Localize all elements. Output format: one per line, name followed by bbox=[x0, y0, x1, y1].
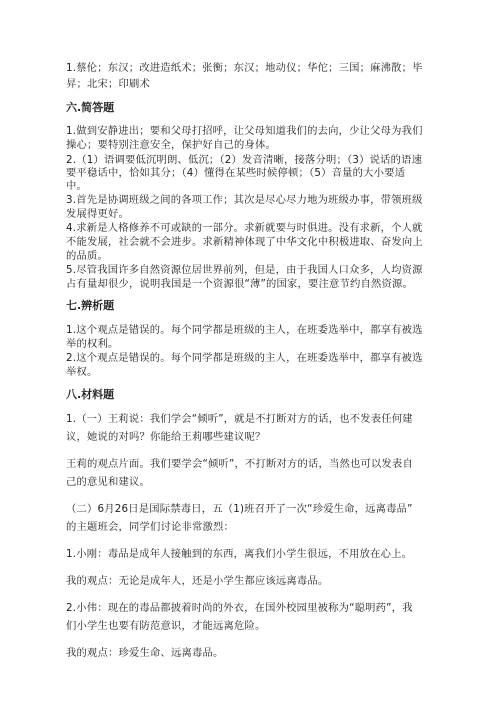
answer-line: 的品质。 bbox=[66, 250, 108, 262]
answer-line: 2.小伟：现在的毒品都披着时尚的外衣，在国外校园里被称为“聪明药”，我 bbox=[66, 602, 413, 614]
answer-line: 2.（1）语调要低沉明朗、低沉；（2）发音清晰，接落分明；（3）说话的语速 bbox=[66, 154, 423, 166]
answer-line: 发展得更好。 bbox=[66, 208, 129, 220]
answer-line: 们小学生也要有防范意识，才能远离危险。 bbox=[66, 620, 266, 632]
answer-line: 议，她说的对吗？你能给王莉哪些建议呢？ bbox=[66, 431, 266, 443]
answer-line: 1.（一）王莉说：我们学会“倾听”，就是不打断对方的话，也不发表任何建 bbox=[66, 413, 413, 425]
section-heading-material: 八.材料题 bbox=[66, 388, 115, 401]
answer-line: 1.这个观点是错误的。每个同学都是班级的主人，在班委选举中，都享有被选 bbox=[66, 324, 423, 336]
answer-line: 占有量却很少，说明我国是一个资源很“薄”的国家，要注意节约自然资源。 bbox=[66, 278, 413, 290]
answer-line: 不能发展，社会就不会进步。求新精神体现了中华文化中积极进取、奋发向上 bbox=[66, 236, 423, 248]
answer-line: 我的观点：珍爱生命、远离毒品。 bbox=[66, 647, 224, 659]
answer-line: 1.蔡伦；东汉；改进造纸术；张衡；东汉；地动仪；华佗；三国；麻沸散；毕 bbox=[66, 62, 423, 74]
answer-line: 操心；要特别注意安全，保护好自己的身体。 bbox=[66, 139, 276, 151]
answer-line: 3.首先是协调班级之间的各项工作；其次是尽心尽力地为班级办事，带领班级 bbox=[66, 194, 423, 206]
answer-line: 中。 bbox=[66, 180, 87, 192]
answer-line: 王莉的观点片面。我们要学会“倾听”，不打断对方的话，当然也可以发表自 bbox=[66, 458, 413, 470]
answer-line: 2.这个观点是错误的。每个同学都是班级的主人，在班委选举中，都享有被选 bbox=[66, 352, 423, 364]
answer-line: 1.做到安静进出；要和父母打招呼，让父母知道我们的去向，少让父母为我们 bbox=[66, 125, 423, 137]
answer-line: （二）6月26日是国际禁毒日，五（1)班召开了一次“珍爱生命，远离毒品” bbox=[66, 503, 413, 515]
answer-line: 1.小刚：毒品是成年人接触到的东西，离我们小学生很远，不用放在心上。 bbox=[66, 548, 413, 560]
answer-line: 5.尽管我国许多自然资源位居世界前列，但是，由于我国人口众多，人均资源 bbox=[66, 264, 423, 276]
answer-line: 举权。 bbox=[66, 366, 98, 378]
section-heading-short-answer: 六.简答题 bbox=[66, 101, 115, 114]
answer-line: 要平稳话中，恰如其分；（4）懂得在某些时候停顿；（5）音量的大小要适 bbox=[66, 167, 406, 179]
answer-line: 己的意见和建议。 bbox=[66, 476, 150, 488]
answer-line: 昇；北宋；印刷术 bbox=[66, 78, 150, 90]
answer-line: 我的观点：无论是成年人，还是小学生都应该远离毒品。 bbox=[66, 575, 329, 587]
answer-line: 举的权利。 bbox=[66, 338, 119, 350]
answer-line: 4.求新是人格修养不可或缺的一部分。求新就要与时俱进。没有求新，个人就 bbox=[66, 222, 423, 234]
answer-line: 的主题班会，同学们讨论非常激烈： bbox=[66, 521, 234, 533]
section-heading-analysis: 七.辨析题 bbox=[66, 299, 115, 312]
